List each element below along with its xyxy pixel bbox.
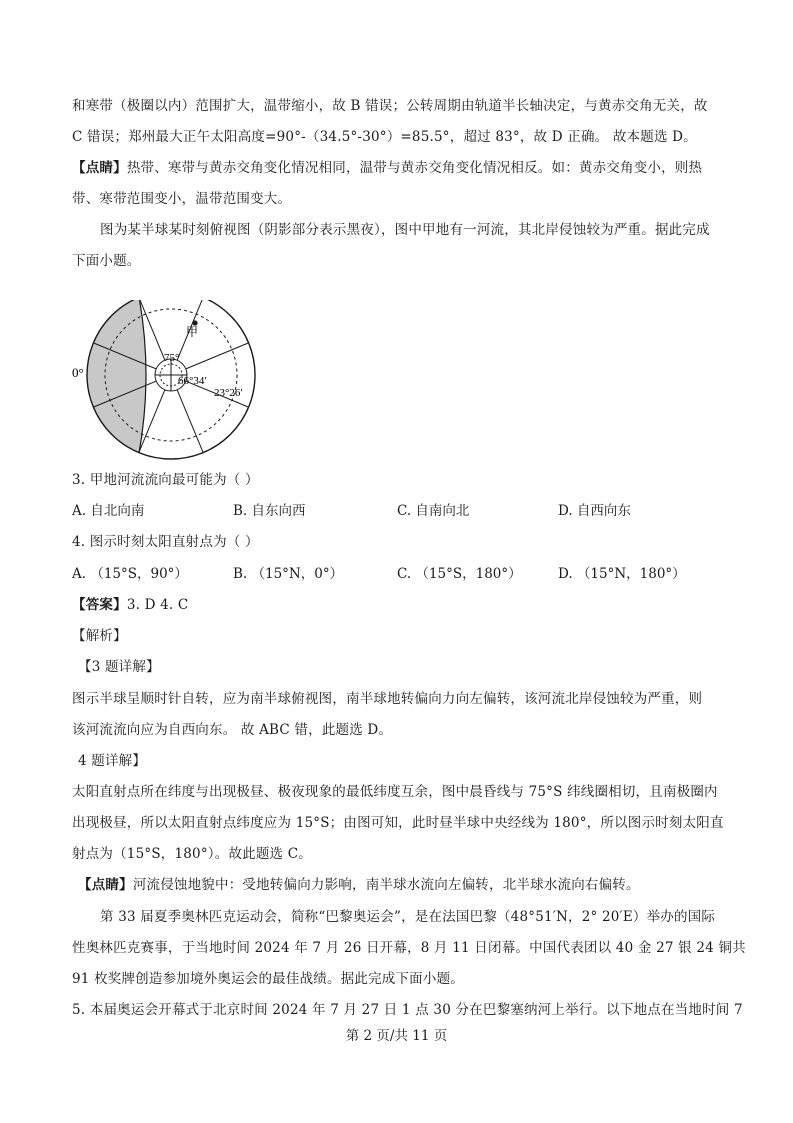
page-number: 第 2 页/共 11 页: [345, 1028, 448, 1044]
label-23-26: 23°26′: [214, 387, 243, 399]
option-b[interactable]: B. （15°N，0°）: [233, 566, 344, 582]
question-5-stem: 5. 本届奥运会开幕式于北京时间 2024 年 7 月 27 日 1 点 30 分在巴黎塞纳河上举行。以下地点在当地时间 7: [72, 1002, 743, 1018]
option-b[interactable]: B. 自东向西: [233, 503, 306, 519]
tip-text: 河流侵蚀地貌中：受地转偏向力影响，南半球水流向左偏转，北半球水流向右偏转。: [132, 877, 640, 893]
olympics-line: 第 33 届夏季奥林匹克运动会，简称“巴黎奥运会”，是在法国巴黎（48°51′N，2° 20′E）举办的国际: [100, 909, 716, 925]
label-66-34: 66°34′: [178, 375, 207, 387]
paragraph-line: 和寒带（极圈以内）范围扩大，温带缩小，故 B 错误；公转周期由轨道半长轴决定，与黄赤交角无关，故: [72, 98, 708, 114]
question-4-stem: 4. 图示时刻太阳直射点为（ ）: [72, 534, 259, 550]
answer-text: 3. D 4. C: [126, 597, 189, 613]
question-4-options: [72, 564, 728, 584]
option-c[interactable]: C. 自南向北: [397, 503, 470, 519]
answer-line: [72, 595, 728, 615]
tip-line: [72, 158, 728, 178]
detail-4-line: 射点为（15°S，180°）。故此题选 C。: [72, 846, 312, 862]
option-a[interactable]: A. 自北向南: [72, 503, 145, 519]
answer-label: 【答案】: [72, 597, 127, 613]
analysis-label: 【解析】: [72, 628, 127, 644]
tip-label: 【点睛】: [72, 160, 127, 176]
olympics-line: 性奥林匹克赛事，于当地时间 2024 年 7 月 26 日开幕，8 月 11 日闭幕。中国代表团以 40 金 27 银 24 铜共: [72, 940, 746, 956]
option-d[interactable]: D. （15°N，180°）: [558, 566, 686, 582]
detail-4-line: 太阳直射点所在纬度与出现极昼、极夜现象的最低纬度互余，图中晨昏线与 75°S 纬线圈相切，且南极圈内: [72, 784, 718, 800]
paragraph-line: C 错误；郑州最大正午太阳高度=90°-（34.5°-30°）=85.5°，超过 83°，故 D 正确。 故本题选 D。: [72, 129, 697, 145]
intro-line: 图为某半球某时刻俯视图（阴影部分表示黑夜），图中甲地有一河流，其北岸侵蚀较为严重。据此完成: [100, 222, 710, 238]
detail-3-line: 该河流流向应为自西向东。 故 ABC 错，此题选 D。: [72, 722, 393, 738]
hemisphere-diagram: [66, 300, 286, 470]
tip-line: [78, 875, 734, 895]
olympics-line: 91 枚奖牌创造参加境外奥运会的最佳战绩。据此完成下面小题。: [72, 971, 464, 987]
label-jia: 甲: [186, 325, 199, 339]
detail-4-line: 出现极昼，所以太阳直射点纬度应为 15°S；由图可知，此时昼半球中央经线为 180°，所以图示时刻太阳直: [72, 815, 724, 831]
tip-text: 热带、寒带与黄赤交角变化情况相同，温带与黄赤交角变化情况相反。如：黄赤交角变小，则热: [126, 160, 703, 176]
question-3-stem: 3. 甲地河流流向最可能为（ ）: [72, 472, 259, 488]
label-0-degree: 0°: [72, 365, 84, 380]
option-c[interactable]: C. （15°S，180°）: [397, 566, 522, 582]
tip-label: 【点睛】: [78, 877, 133, 893]
label-75-degree: 75°: [164, 352, 180, 364]
option-d[interactable]: D. 自西向东: [558, 503, 631, 519]
question-3-options: [72, 501, 728, 521]
tip-line: 带、寒带范围变小，温带范围变大。: [72, 191, 292, 207]
intro-line: 下面小题。: [72, 253, 141, 269]
detail-3-label: 【3 题详解】: [78, 659, 160, 675]
detail-3-line: 图示半球呈顺时针自转，应为南半球俯视图，南半球地转偏向力向左偏转，该河流北岸侵蚀较为严重，则: [72, 691, 703, 707]
detail-4-label: 4 题详解】: [78, 753, 147, 769]
hemisphere-diagram-svg: [66, 300, 286, 470]
option-a[interactable]: A. （15°S，90°）: [72, 566, 188, 582]
